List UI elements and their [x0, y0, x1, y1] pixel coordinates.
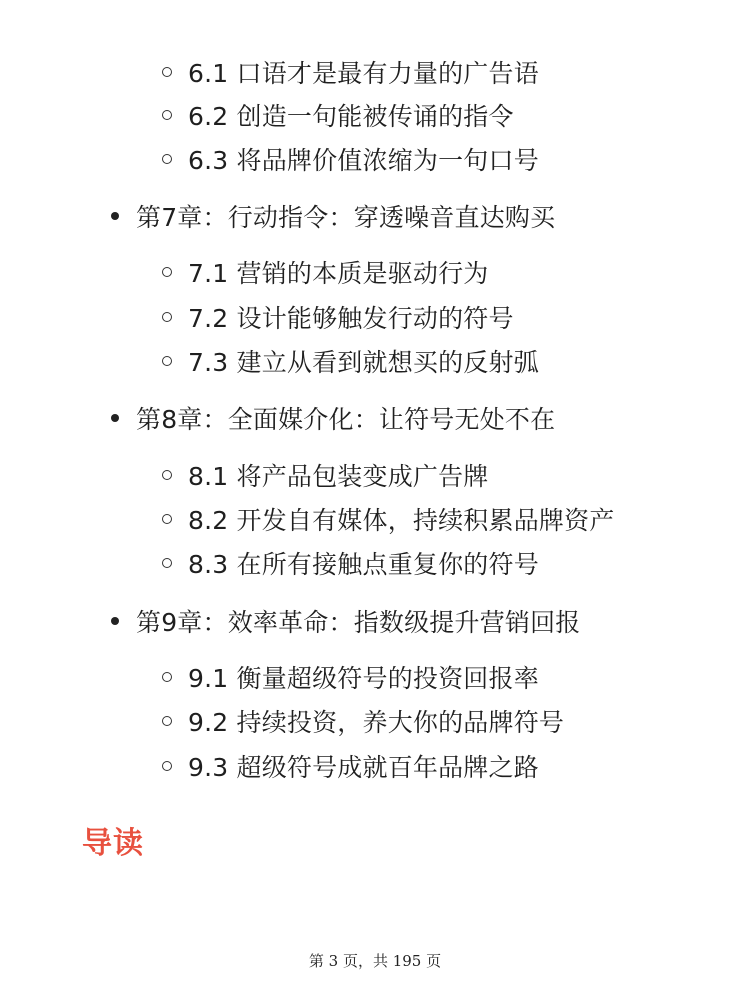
toc-chapter-7	[111, 198, 555, 234]
toc-section-9-3	[162, 748, 539, 784]
toc-item-text: 7.3 建立从看到就想买的反射弧	[188, 348, 539, 377]
toc-section-7-1	[162, 254, 489, 290]
toc-item-text: 9.2 持续投资，养大你的品牌符号	[188, 708, 565, 737]
toc-item-text: 9.1 衡量超级符号的投资回报率	[188, 664, 539, 693]
filled-dot-bullet-icon	[111, 414, 119, 422]
hollow-circle-bullet-icon	[162, 558, 172, 568]
page-footer: 第 3 页，共 195 页	[308, 952, 442, 970]
toc-section-6-3	[162, 141, 539, 177]
toc-chapter-8	[111, 400, 555, 436]
toc-item-text: 9.3 超级符号成就百年品牌之路	[188, 753, 539, 782]
toc-item-text: 第9章：效率革命：指数级提升营销回报	[136, 608, 581, 637]
toc-section-8-2	[162, 501, 615, 537]
toc-item-text: 6.3 将品牌价值浓缩为一句口号	[188, 146, 539, 175]
hollow-circle-bullet-icon	[162, 356, 172, 366]
toc-item-text: 6.2 创造一句能被传诵的指令	[188, 102, 514, 131]
toc-item-text: 7.2 设计能够触发行动的符号	[188, 304, 514, 333]
toc-section-6-2	[162, 97, 514, 133]
toc-section-9-1	[162, 659, 539, 695]
hollow-circle-bullet-icon	[162, 312, 172, 322]
hollow-circle-bullet-icon	[162, 67, 172, 77]
toc-item-text: 第8章：全面媒介化：让符号无处不在	[136, 405, 556, 434]
toc-section-8-1	[162, 457, 489, 493]
toc-section-7-3	[162, 343, 539, 379]
toc-section-9-2	[162, 703, 564, 739]
hollow-circle-bullet-icon	[162, 716, 172, 726]
hollow-circle-bullet-icon	[162, 267, 172, 277]
hollow-circle-bullet-icon	[162, 761, 172, 771]
hollow-circle-bullet-icon	[162, 110, 172, 120]
filled-dot-bullet-icon	[111, 212, 119, 220]
toc-item-text: 8.3 在所有接触点重复你的符号	[188, 550, 539, 579]
section-heading: 导读	[82, 826, 144, 861]
hollow-circle-bullet-icon	[162, 672, 172, 682]
toc-section-6-1	[162, 54, 539, 90]
hollow-circle-bullet-icon	[162, 154, 172, 164]
toc-section-8-3	[162, 545, 539, 581]
toc-section-7-2	[162, 299, 514, 335]
toc-item-text: 7.1 营销的本质是驱动行为	[188, 259, 489, 288]
hollow-circle-bullet-icon	[162, 470, 172, 480]
toc-item-text: 8.1 将产品包装变成广告牌	[188, 462, 489, 491]
toc-item-text: 第7章：行动指令：穿透噪音直达购买	[136, 203, 556, 232]
toc-item-text: 8.2 开发自有媒体，持续积累品牌资产	[188, 506, 615, 535]
hollow-circle-bullet-icon	[162, 514, 172, 524]
toc-chapter-9	[111, 603, 581, 639]
toc-item-text: 6.1 口语才是最有力量的广告语	[188, 59, 539, 88]
filled-dot-bullet-icon	[111, 617, 119, 625]
